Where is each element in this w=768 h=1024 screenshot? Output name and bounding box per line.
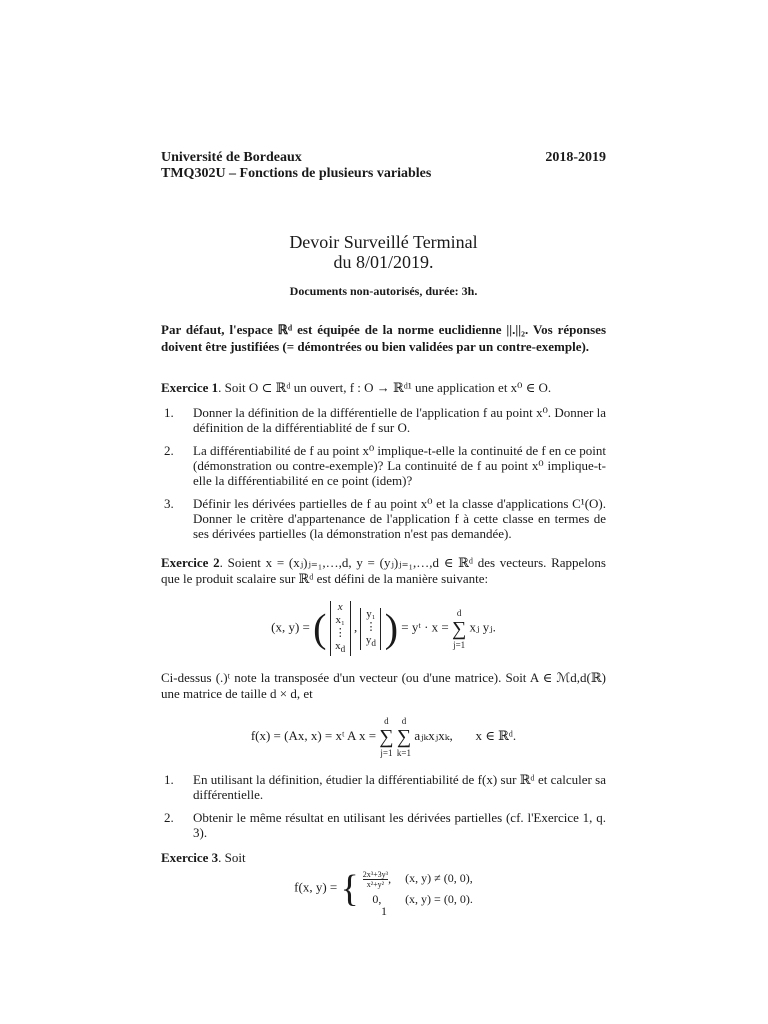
question: 1. En utilisant la définition, étudier la différentiabilité de f(x) sur ℝᵈ et calculer sa différentielle. (177, 772, 606, 802)
exercise-2-label: Exercice 2 (161, 555, 220, 570)
case1-condition: (x, y) ≠ (0, 0), (405, 871, 473, 886)
exam-title-line1: Devoir Surveillé Terminal (289, 232, 478, 252)
university: Université de Bordeaux (161, 150, 302, 165)
sum-symbol: d ∑ k=1 (396, 716, 412, 759)
exercise-3-statement: . Soit (218, 850, 246, 866)
piecewise-function (161, 867, 606, 910)
page-number: 1 (381, 904, 387, 918)
exercise-1-label: Exercice 1 (161, 380, 219, 395)
eq2-tail: aⱼₖxⱼxₖ, (414, 728, 453, 744)
question: 3. Définir les dérivées partielles de f au point x⁰ et la classe d'applications C¹(O). Donner le critère d'appartenance de l'application f à cette classe en termes de ses dérivées partielles (la démonstration n'est pas demandée). (177, 496, 606, 541)
course-title: TMQ302U – Fonctions de plusieurs variables (161, 166, 432, 181)
quadratic-form-equation (161, 716, 606, 758)
case2-condition: (x, y) = (0, 0). (405, 892, 473, 907)
exercise-1 (161, 380, 606, 541)
exercise-3 (161, 850, 606, 910)
eq-lhs: (x, y) = (271, 619, 310, 635)
question: 1. Donner la définition de la différentielle de l'application f au point x⁰. Donner la définition de la différentiablité de f sur O. (177, 405, 606, 435)
exercise-2-questions (161, 772, 606, 840)
eq-tail: xⱼ yⱼ. (469, 619, 496, 635)
sum-symbol: d ∑ j=1 (452, 607, 467, 650)
vector-x: x x₁ ⋮ $x_d$ (330, 601, 351, 656)
intro-paragraph: Par défaut, l'espace ℝᵈ est équipée de la norme euclidienne ||.||₂. Vos réponses doivent être justifiées (= démontrées ou bien validées par un contre-exemple). (161, 322, 606, 354)
exam-title-line2: du 8/01/2019. (333, 252, 434, 272)
fraction: $\frac{\text{2x³+3y³}}{\text{x²+y²}}$ (362, 870, 389, 890)
question: 2. La différentiabilité de f au point x⁰ implique-t-elle la continuité de f en ce point (démonstration ou contre-exemple)? La continuité de f au point x⁰ implique-t-elle la différentiabilité en ce point (idem)? (177, 443, 606, 488)
eq-rhs: = yᵗ · x = (401, 619, 449, 635)
eq2-condition: x ∈ ℝᵈ. (475, 728, 517, 744)
exercise-1-statement: . Soit O ⊂ ℝᵈ un ouvert, f : O → ℝᵈ¹ une application et x⁰ ∈ O. (218, 380, 552, 395)
exercise-2-middle: Ci-dessus (.)ᵗ note la transposée d'un vecteur (ou d'une matrice). Soit A ∈ ℳd,d(ℝ) une matrice de taille d × d, et (161, 670, 606, 702)
exam-conditions: Documents non-autorisés, durée: 3h. (289, 284, 478, 298)
exam-page (161, 150, 606, 921)
sum-symbol: d ∑ j=1 (379, 716, 394, 759)
question: 2. Obtenir le même résultat en utilisant les dérivées partielles (cf. l'Exercice 1, q. 3). (177, 810, 606, 840)
scalar-product-equation: (x, y) = ( x x₁ ⋮ $x_d$ , y₁ ⋮ $y_d$ ) = yᵗ · x = d ∑ j=1 xⱼ yⱼ. (271, 601, 496, 655)
vector-y: y₁ ⋮ $y_d$ (360, 608, 381, 650)
cases: { $\frac{\text{2x³+3y³}}{\text{x²+y²}}$ , (x, y) ≠ (0, 0), 0, (x, y) = (0, 0). (340, 867, 473, 910)
case2-value: 0, (372, 892, 382, 907)
eq2-lhs: f(x) = (Ax, x) = xᵗ A x = (250, 728, 377, 744)
header (161, 150, 606, 166)
exercise-2-statement: . Soient x = (xⱼ)ⱼ₌₁,…,d, y = (yⱼ)ⱼ₌₁,…,d ∈ ℝᵈ des vecteurs. Rappelons que le produit scalaire sur ℝᵈ est défini de la manière suivante: (161, 555, 606, 586)
exercise-3-label: Exercice 3 (161, 850, 219, 866)
exam-title (161, 232, 606, 272)
academic-year: 2018-2019 (545, 150, 606, 165)
piecewise-lhs: f(x, y) = (294, 879, 338, 895)
exercise-1-questions (161, 405, 606, 541)
exercise-2 (161, 555, 606, 840)
